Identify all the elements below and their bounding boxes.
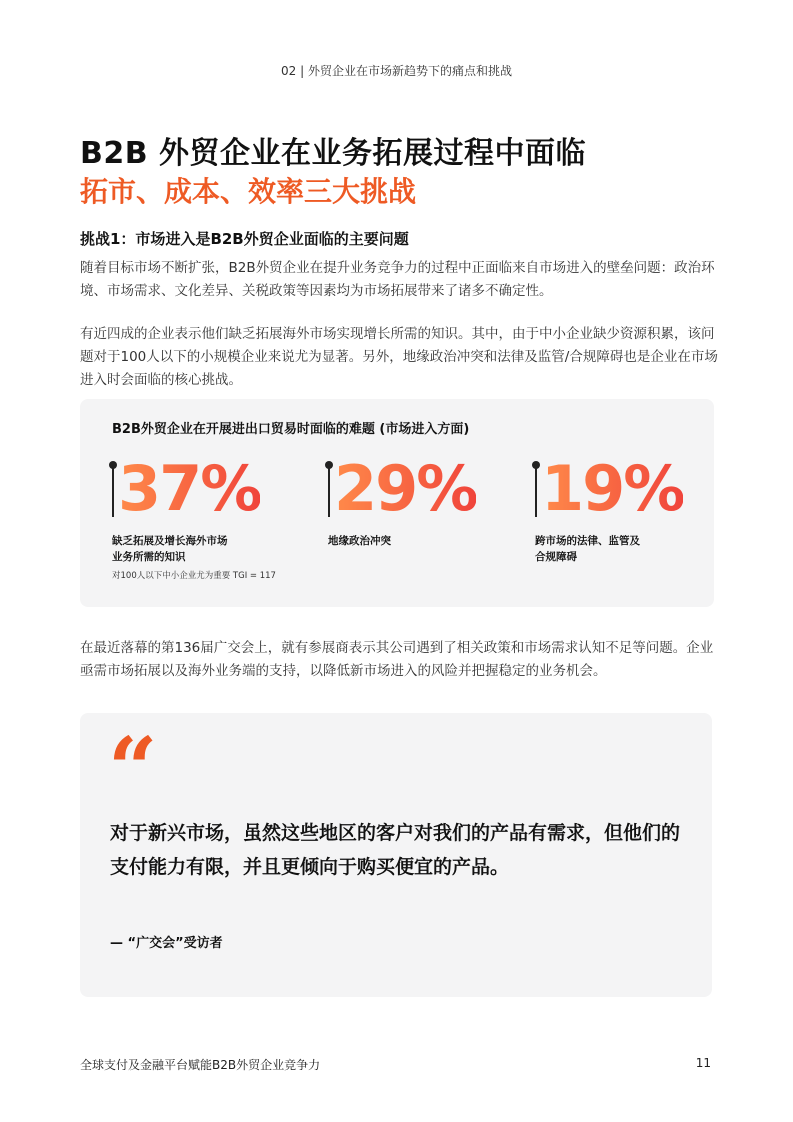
stat-value: 19% bbox=[541, 452, 684, 525]
page-subtitle: 拓市、成本、效率三大挑战 bbox=[80, 175, 417, 208]
quote-source: — “广交会”受访者 bbox=[110, 936, 223, 951]
paragraph-3: 在最近落幕的第136届广交会上，就有参展商表示其公司遇到了相关政策和市场需求认知不足等问题。企业亟需市场拓展以及海外业务端的支持，以降低新市场进入的风险并把握稳定的业务机会。 bbox=[80, 640, 714, 679]
quote-text: 对于新兴市场，虽然这些地区的客户对我们的产品有需求，但他们的支付能力有限，并且更倾向于购买便宜的产品。 bbox=[110, 822, 681, 878]
stat-marker bbox=[112, 465, 114, 517]
stat-marker bbox=[328, 465, 330, 517]
stats-panel bbox=[80, 399, 714, 607]
stat-label: 地缘政治冲突 bbox=[328, 535, 391, 547]
stat-label: 缺乏拓展及增长海外市场 业务所需的知识 bbox=[112, 535, 228, 563]
stat-label: 跨市场的法律、监管及 合规障碍 bbox=[535, 535, 640, 563]
paragraph-1: 随着目标市场不断扩张，B2B外贸企业在提升业务竞争力的过程中正面临来自市场进入的壁垒问题：政治环境、市场需求、文化差异、关税政策等因素均为市场拓展带来了诸多不确定性。 bbox=[80, 260, 715, 299]
paragraph-2: 有近四成的企业表示他们缺乏拓展海外市场实现增长所需的知识。其中，由于中小企业缺少资源积累，该问题对于100人以下的小规模企业来说尤为显著。另外，地缘政治冲突和法律及监管/合规障碍也是企业在市场进入时会面临的核心挑战。 bbox=[80, 326, 718, 388]
stat-value: 29% bbox=[334, 452, 477, 525]
stat-marker bbox=[535, 465, 537, 517]
footer-title: 全球支付及金融平台赋能B2B外贸企业竞争力 bbox=[80, 1058, 321, 1072]
stat-note: 对100人以下中小企业尤为重要 TGI = 117 bbox=[112, 571, 276, 581]
page-title: B2B 外贸企业在业务拓展过程中面临 bbox=[80, 136, 587, 171]
stat-value: 37% bbox=[118, 452, 261, 525]
page-number: 11 bbox=[695, 1056, 711, 1070]
challenge-heading: 挑战1：市场进入是B2B外贸企业面临的主要问题 bbox=[80, 230, 409, 248]
section-header: 02 | 外贸企业在市场新趋势下的痛点和挑战 bbox=[281, 64, 512, 78]
quote-panel bbox=[80, 713, 712, 997]
stats-panel-title: B2B外贸企业在开展进出口贸易时面临的难题 (市场进入方面) bbox=[112, 422, 470, 437]
quote-mark-icon: “ bbox=[108, 719, 158, 820]
